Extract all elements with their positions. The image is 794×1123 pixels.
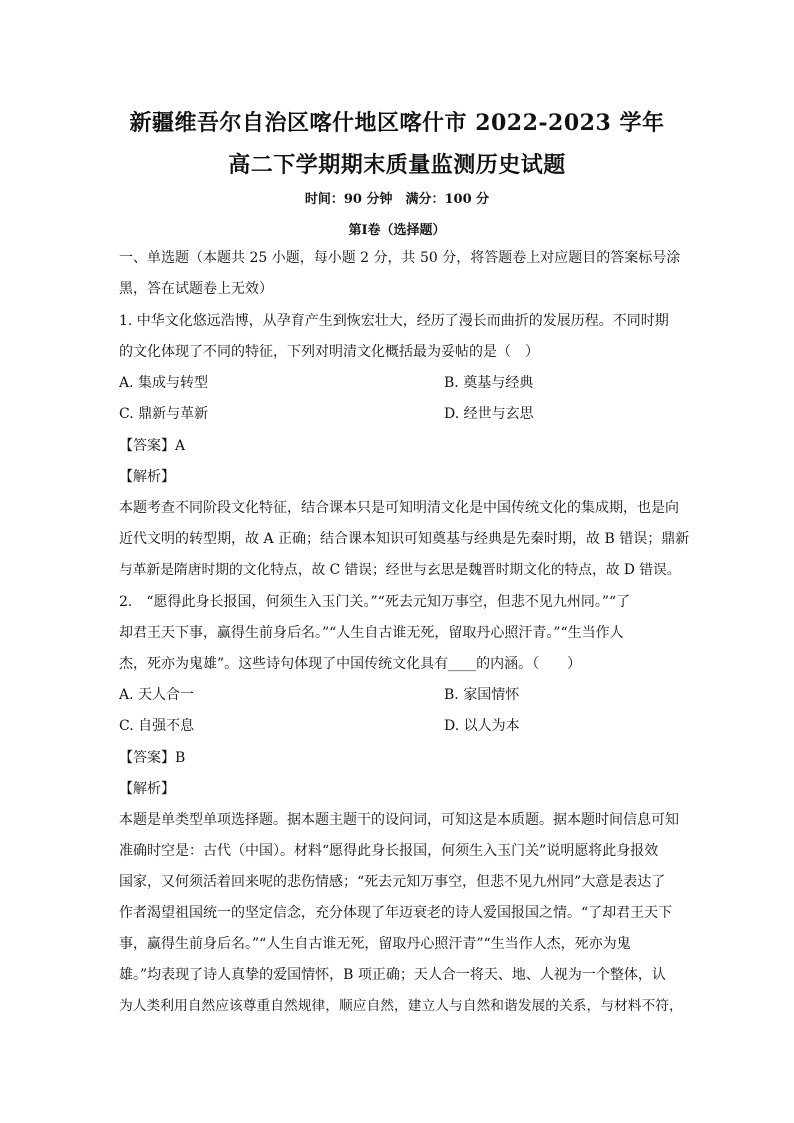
q1-answer: 【答案】A — [119, 438, 186, 454]
q2-analysis-label: 【解析】 — [119, 781, 175, 797]
q1-analysis-label: 【解析】 — [119, 469, 175, 485]
q2-analysis-line7: 为人类利用自然应该尊重自然规律，顺应自然，建立人与自然和谐发展的关系，与材料不符， — [119, 998, 683, 1014]
exam-info: 时间：90 分钟 满分：100 分 — [304, 192, 490, 207]
q2-analysis-line1: 本题是单类型单项选择题。据本题主题干的设问词，可知这是本质题。据本题时间信息可知 — [119, 812, 679, 828]
q2-analysis-line5: 事，赢得生前身后名。”“人生自古谁无死，留取丹心照汗青”“生当作人杰，死亦为鬼 — [119, 936, 631, 952]
q2-stem-line1: 2. “愿得此身长报国，何须生入玉门关。”“死去元知万事空，但悲不见九州同。”“了 — [119, 594, 631, 610]
q1-analysis-line1: 本题考查不同阶段文化特征，结合课本只是可知明清文化是中国传统文化的集成期，也是向 — [119, 500, 679, 516]
q1-option-b: B. 奠基与经典 — [444, 375, 534, 391]
q2-stem-line2: 却君王天下事，赢得生前身后名。”“人生自古谁无死，留取丹心照汗青。”“生当作人 — [119, 625, 624, 641]
q1-stem-line1: 1. 中华文化悠远浩博，从孕育产生到恢宏壮大，经历了漫长而曲折的发展历程。不同时期 — [119, 313, 669, 329]
q2-stem-line3: 杰，死亦为鬼雄”。这些诗句体现了中国传统文化具有____的内涵。（ ） — [119, 656, 582, 672]
q2-option-c: C. 自强不息 — [119, 718, 195, 734]
q1-option-a: A. 集成与转型 — [119, 375, 209, 391]
q2-option-d: D. 以人为本 — [444, 718, 520, 734]
q1-option-d: D. 经世与玄思 — [444, 406, 534, 422]
exam-title-line1: 新疆维吾尔自治区喀什地区喀什市 2022-2023 学年 — [129, 110, 665, 136]
instructions-line1: 一、单选题（本题共 25 小题，每小题 2 分，共 50 分，将答题卷上对应题目的答案标号涂 — [119, 250, 681, 266]
q1-stem-line2: 的文化体现了不同的特征，下列对明清文化概括最为妥帖的是（ ） — [119, 344, 539, 360]
q2-analysis-line6: 雄。”均表现了诗人真挚的爱国情怀，B 项正确；天人合一将天、地、人视为一个整体，认 — [119, 967, 666, 983]
q2-analysis-line2: 准确时空是：古代（中国）。材料“愿得此身长报国，何须生入玉门关”说明愿将此身报效 — [119, 843, 659, 859]
q1-analysis-line2: 近代文明的转型期，故 A 正确；结合课本知识可知奠基与经典是先秦时期，故 B 错误；鼎新 — [119, 531, 690, 547]
q1-analysis-line3: 与革新是隋唐时期的文化特点，故 C 错误；经世与玄思是魏晋时期文化的特点，故 D 错误。 — [119, 562, 681, 578]
q2-answer: 【答案】B — [119, 750, 186, 766]
q1-option-c: C. 鼎新与革新 — [119, 406, 209, 422]
instructions-line2: 黑，答在试题卷上无效） — [119, 281, 273, 297]
q2-analysis-line4: 作者渴望祖国统一的坚定信念，充分体现了年迈衰老的诗人爱国报国之情。“了却君王天下 — [119, 905, 673, 921]
q2-option-b: B. 家国情怀 — [444, 687, 520, 703]
q2-option-a: A. 天人合一 — [119, 687, 195, 703]
q2-analysis-line3: 国家，又何须活着回来呢的悲伤情感；“死去元知万事空，但悲不见九州同”大意是表达了 — [119, 874, 666, 890]
section-title: 第Ⅰ卷（选择题） — [348, 223, 446, 238]
exam-title-line2: 高二下学期期末质量监测历史试题 — [228, 152, 566, 178]
